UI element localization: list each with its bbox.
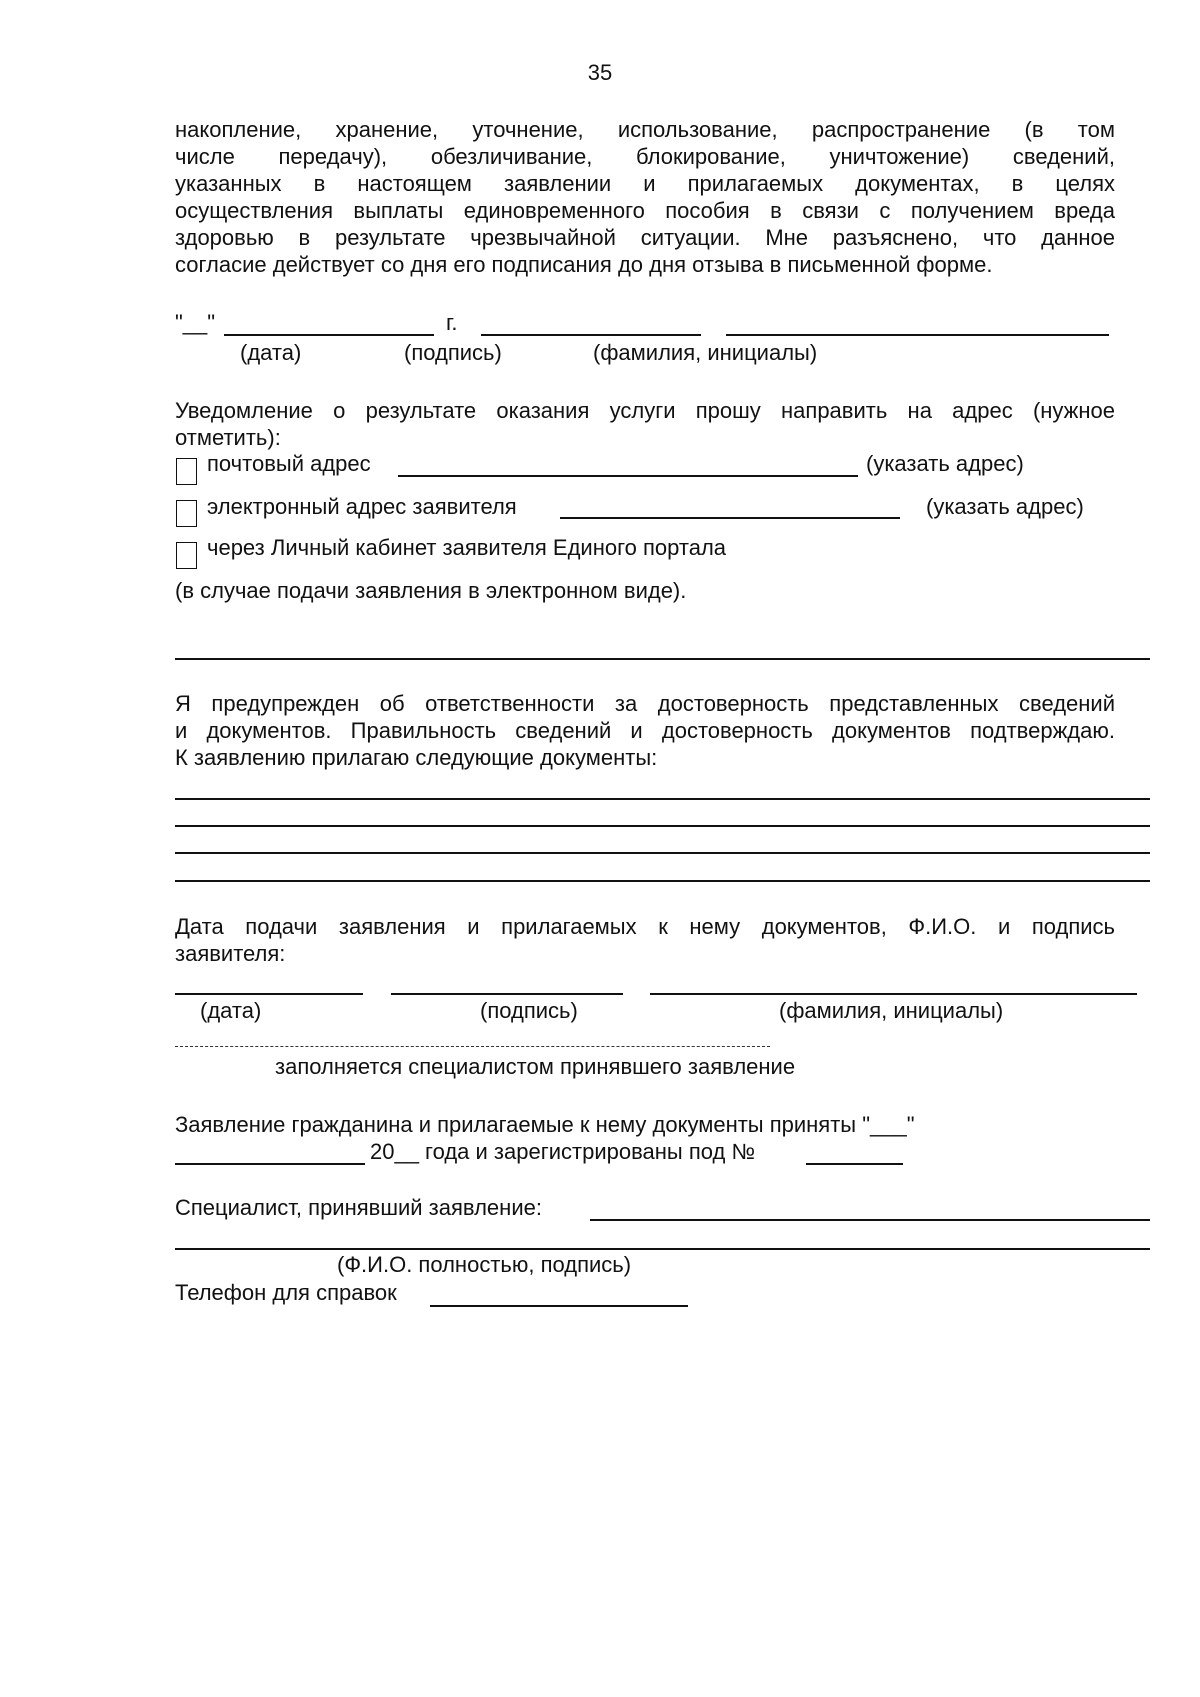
specialist-label: Специалист, принявший заявление: bbox=[175, 1195, 542, 1220]
documents-line[interactable] bbox=[175, 798, 1150, 800]
date-line[interactable] bbox=[224, 334, 434, 336]
postal-address-checkbox[interactable] bbox=[176, 458, 197, 485]
submission-signature-line[interactable] bbox=[391, 993, 623, 995]
specialist-line[interactable] bbox=[590, 1219, 1150, 1221]
page-number: 35 bbox=[587, 60, 613, 85]
submission-line: заявителя: bbox=[175, 941, 286, 966]
date-caption: (дата) bbox=[240, 340, 302, 365]
consent-line: указанных в настоящем заявлении и прилагаемых документах, в целях bbox=[175, 171, 1115, 196]
warning-line: К заявлению прилагаю следующие документы: bbox=[175, 745, 658, 770]
consent-line: согласие действует со дня его подписания до дня отзыва в письменной форме. bbox=[175, 252, 993, 277]
consent-line: здоровью в результате чрезвычайной ситуации. Мне разъяснено, что данное bbox=[175, 225, 1115, 250]
email-address-label: электронный адрес заявителя bbox=[207, 494, 517, 519]
electronic-note: (в случае подачи заявления в электронном виде). bbox=[175, 578, 687, 603]
phone-label: Телефон для справок bbox=[175, 1280, 397, 1305]
documents-line[interactable] bbox=[175, 825, 1150, 827]
separator-line bbox=[175, 658, 1150, 660]
submission-name-caption: (фамилия, инициалы) bbox=[779, 998, 1004, 1023]
warning-paragraph bbox=[175, 690, 1115, 771]
postal-address-hint: (указать адрес) bbox=[866, 451, 1024, 476]
submission-signature-caption: (подпись) bbox=[480, 998, 578, 1023]
cut-line bbox=[175, 1046, 770, 1047]
email-address-hint: (указать адрес) bbox=[926, 494, 1084, 519]
accepted-line-1: Заявление гражданина и прилагаемые к нему документы приняты "___" bbox=[175, 1112, 915, 1137]
phone-line[interactable] bbox=[430, 1305, 688, 1307]
notification-line: отметить): bbox=[175, 425, 281, 450]
submission-paragraph bbox=[175, 913, 1115, 967]
notification-line: Уведомление о результате оказания услуги прошу направить на адрес (нужное bbox=[175, 398, 1115, 423]
consent-line: накопление, хранение, уточнение, использование, распространение (в том bbox=[175, 117, 1115, 142]
accepted-date-line[interactable] bbox=[175, 1163, 365, 1165]
year-suffix: г. bbox=[446, 310, 458, 335]
accepted-line-2: 20__ года и зарегистрированы под № bbox=[370, 1139, 756, 1164]
fio-caption: (Ф.И.О. полностью, подпись) bbox=[337, 1252, 632, 1277]
warning-line: Я предупрежден об ответственности за достоверность представленных сведений bbox=[175, 691, 1115, 716]
registration-number-line[interactable] bbox=[806, 1163, 903, 1165]
specialist-signature-line[interactable] bbox=[175, 1248, 1150, 1250]
email-address-checkbox[interactable] bbox=[176, 500, 197, 527]
consent-line: осуществления выплаты единовременного пособия в связи с получением вреда bbox=[175, 198, 1115, 223]
warning-line: и документов. Правильность сведений и достоверность документов подтверждаю. bbox=[175, 718, 1115, 743]
email-address-line[interactable] bbox=[560, 517, 900, 519]
submission-date-caption: (дата) bbox=[200, 998, 262, 1023]
submission-name-line[interactable] bbox=[650, 993, 1137, 995]
specialist-heading: заполняется специалистом принявшего заявление bbox=[275, 1054, 796, 1079]
documents-line[interactable] bbox=[175, 852, 1150, 854]
notification-intro bbox=[175, 397, 1115, 451]
name-line[interactable] bbox=[726, 334, 1109, 336]
signature-line[interactable] bbox=[481, 334, 701, 336]
consent-paragraph bbox=[175, 116, 1115, 278]
submission-line: Дата подачи заявления и прилагаемых к нему документов, Ф.И.О. и подпись bbox=[175, 914, 1115, 939]
personal-cabinet-label: через Личный кабинет заявителя Единого портала bbox=[207, 535, 727, 560]
personal-cabinet-checkbox[interactable] bbox=[176, 542, 197, 569]
documents-line[interactable] bbox=[175, 880, 1150, 882]
name-caption: (фамилия, инициалы) bbox=[593, 340, 818, 365]
signature-caption: (подпись) bbox=[404, 340, 502, 365]
consent-line: числе передачу), обезличивание, блокирование, уничтожение) сведений, bbox=[175, 144, 1115, 169]
postal-address-label: почтовый адрес bbox=[207, 451, 371, 476]
submission-date-line[interactable] bbox=[175, 993, 363, 995]
date-quote: "__" bbox=[175, 310, 216, 335]
postal-address-line[interactable] bbox=[398, 475, 858, 477]
